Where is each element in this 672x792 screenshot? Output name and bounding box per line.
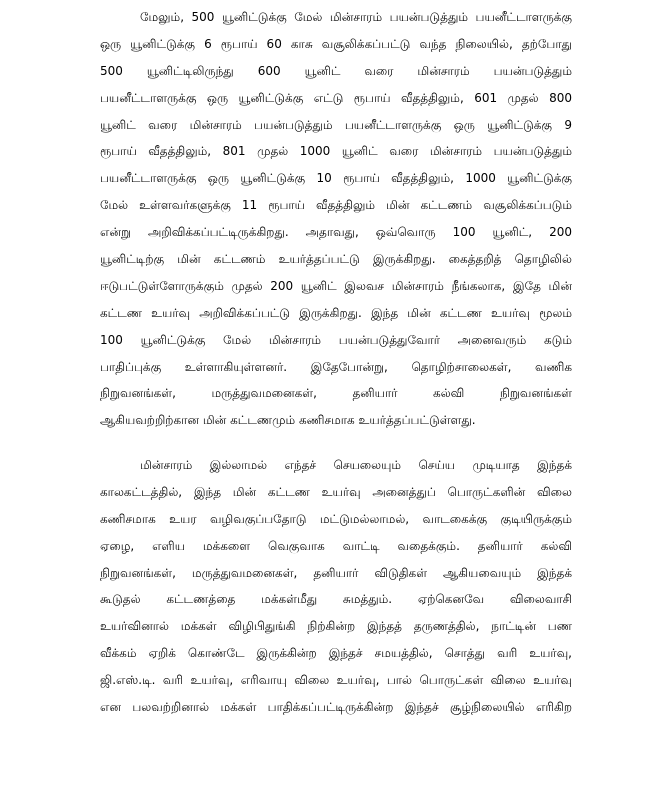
paragraph-line: காலகட்டத்தில், இந்த மின் கட்டண உயர்வு அனைத்துப் பொருட்களின் விலை — [100, 484, 572, 499]
paragraph-line: என்று அறிவிக்கப்பட்டிருக்கிறது. அதாவது, ஒவ்வொரு 100 யூனிட், 200 — [100, 225, 572, 240]
paragraph-line: 100 யூனிட்டுக்கு மேல் மின்சாரம் பயன்படுத்துவோர் அனைவரும் கடும் — [100, 332, 572, 347]
paragraph-1 — [100, 4, 572, 434]
paragraph-line: கட்டண உயர்வு அறிவிக்கப்பட்டு இருக்கிறது. இந்த மின் கட்டண உயர்வு மூலம் — [100, 305, 572, 320]
paragraph-line: ரூபாய் வீதத்திலும், 801 முதல் 1000 யூனிட் வரை மின்சாரம் பயன்படுத்தும் — [100, 144, 572, 159]
paragraph-line: உயர்வினால் மக்கள் விழிபிதுங்கி நிற்கின்ற இந்தத் தருணத்தில், நாட்டின் பண — [100, 619, 572, 634]
paragraph-line: மேலும், 500 யூனிட்டுக்கு மேல் மின்சாரம் பயன்படுத்தும் பயனீட்டாளருக்கு — [140, 10, 572, 24]
paragraph-line: பயனீட்டாளருக்கு ஒரு யூனிட்டுக்கு எட்டு ரூபாய் வீதத்திலும், 601 முதல் 800 — [100, 90, 572, 105]
paragraph-line: ஜி.எஸ்.டி. வரி உயர்வு, எரிவாயு விலை உயர்வு, பால் பொருட்கள் விலை உயர்வு — [100, 673, 573, 688]
paragraph-line: நிறுவனங்கள், மருத்துவமனைகள், தனியார் கல்வி நிறுவனங்கள் — [100, 386, 572, 401]
paragraph-line: யூனிட்டிற்கு மின் கட்டணம் உயர்த்தப்பட்டு இருக்கிறது. கைத்தறித் தொழிலில் — [100, 252, 572, 267]
paragraph-line: நிறுவனங்கள், மருத்துவமனைகள், தனியார் விடுதிகள் ஆகியவையும் இந்தக் — [100, 565, 572, 580]
paragraph-line: ஈடுபட்டுள்ளோருக்கும் முதல் 200 யூனிட் இலவச மின்சாரம் நீங்கலாக, இதே மின் — [100, 278, 572, 293]
paragraph-line: ஆகியவற்றிற்கான மின் கட்டணமும் கணிசமாக உயர்த்தப்பட்டுள்ளது. — [100, 413, 476, 428]
paragraph-line: யூனிட் வரை மின்சாரம் பயன்படுத்தும் பயனீட்டாளருக்கு ஒரு யூனிட்டுக்கு 9 — [100, 117, 572, 132]
paragraph-line: மேல் உள்ளவர்களுக்கு 11 ரூபாய் வீதத்திலும் மின் கட்டணம் வசூலிக்கப்படும் — [100, 198, 572, 213]
paragraph-line: கூடுதல் கட்டணத்தை மக்கள்மீது சுமத்தும். ஏற்கெனவே விலைவாசி — [100, 592, 572, 607]
paragraph-line: பாதிப்புக்கு உள்ளாகியுள்ளனர். இதேபோன்று, தொழிற்சாலைகள், வணிக — [100, 359, 572, 374]
paragraph-line: பயனீட்டாளருக்கு ஒரு யூனிட்டுக்கு 10 ரூபாய் வீதத்திலும், 1000 யூனிட்டுக்கு — [100, 171, 572, 186]
paragraph-2 — [100, 452, 572, 721]
paragraph-line: ஒரு யூனிட்டுக்கு 6 ரூபாய் 60 காசு வசூலிக்கப்பட்டு வந்த நிலையில், தற்போது — [100, 36, 572, 51]
paragraph-line: கணிசமாக உயர வழிவகுப்பதோடு மட்டுமல்லாமல், வாடகைக்கு குடியிருக்கும் — [100, 511, 572, 526]
paragraph-line: வீக்கம் ஏறிக் கொண்டே இருக்கின்ற இந்தச் சமயத்தில், சொத்து வரி உயர்வு, — [100, 646, 572, 661]
paragraph-line: என பலவற்றினால் மக்கள் பாதிக்கப்பட்டிருக்கின்ற இந்தச் சூழ்நிலையில் எரிகிற — [100, 700, 572, 715]
paragraph-line: மின்சாரம் இல்லாமல் எந்தச் செயலையும் செய்ய முடியாத இந்தக் — [140, 458, 572, 472]
paragraph-line: ஏழை, எளிய மக்களை வெகுவாக வாட்டி வதைக்கும். தனியார் கல்வி — [100, 538, 572, 553]
paragraph-line: 500 யூனிட்டிலிருந்து 600 யூனிட் வரை மின்சாரம் பயன்படுத்தும் — [100, 63, 572, 78]
